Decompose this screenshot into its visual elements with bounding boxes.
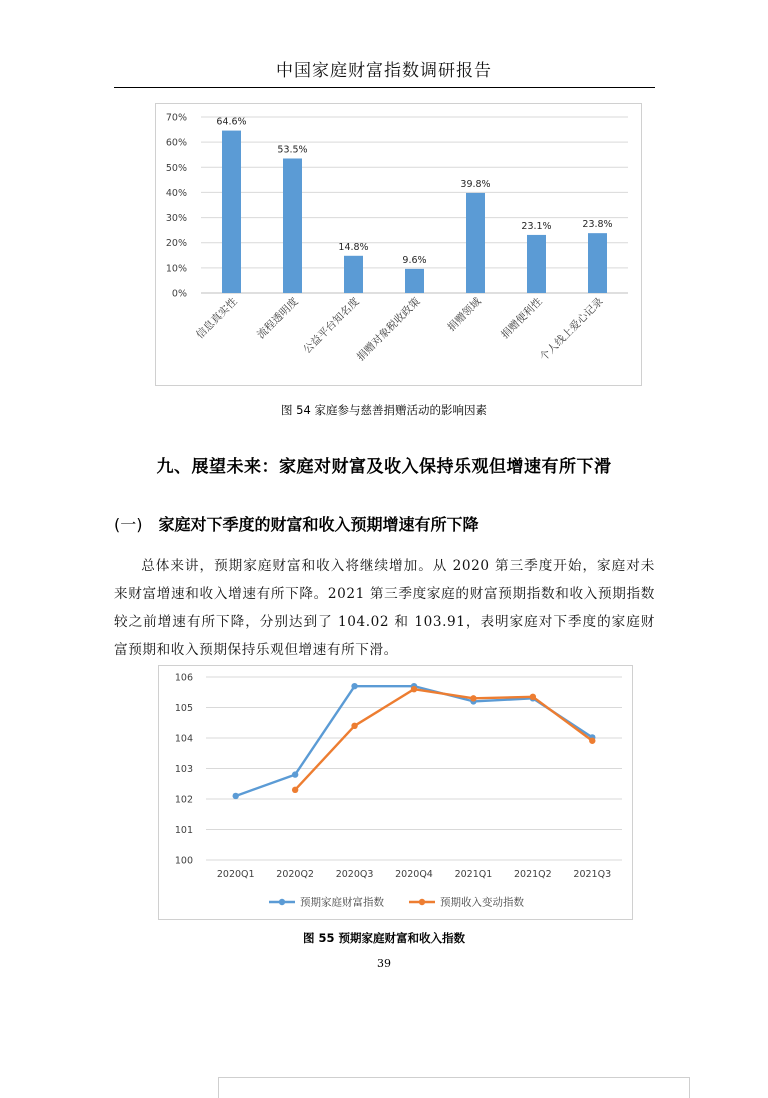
subsection-number: (一) xyxy=(114,515,143,534)
data-point xyxy=(292,771,298,777)
y-tick-label: 106 xyxy=(174,672,193,684)
x-tick-label: 2020Q3 xyxy=(335,869,374,880)
data-point xyxy=(470,695,476,701)
line-chart-svg xyxy=(159,666,632,919)
y-tick-label: 105 xyxy=(174,703,193,714)
data-point xyxy=(411,686,417,692)
category-label: 捐赠对象税收政策 xyxy=(354,295,423,364)
bar xyxy=(466,193,485,293)
y-tick-label: 101 xyxy=(174,825,193,836)
y-tick-label: 103 xyxy=(174,764,193,775)
bar xyxy=(344,256,363,293)
x-tick-label: 2020Q4 xyxy=(395,869,433,880)
data-point xyxy=(589,738,595,744)
body-paragraph: 总体来讲，预期家庭财富和收入将继续增加。从 2020 第三季度开始，家庭对未来财富增速和收入增速有所下降。2021 第三季度家庭的财富预期指数和收入预期指数较之前增速有所下降，分别达到了 104.02 和 103.91，表明家庭对下季度的家庭财富预期和收入预期保持乐观但增速有所下滑。 xyxy=(114,558,655,658)
figure-54-caption: 图 54 家庭参与慈善捐赠活动的影响因素 xyxy=(281,403,487,417)
subsection-heading xyxy=(114,512,654,535)
category-label: 捐赠领域 xyxy=(445,295,484,334)
next-page-edge xyxy=(218,1077,690,1098)
y-tick-label: 60% xyxy=(165,137,187,149)
x-tick-label: 2021Q2 xyxy=(514,869,552,880)
data-label: 14.8% xyxy=(338,241,369,253)
data-point xyxy=(351,683,357,689)
x-tick-label: 2021Q3 xyxy=(573,869,612,880)
section-heading: 九、展望未来：家庭对财富及收入保持乐观但增速有所下滑 xyxy=(156,457,612,477)
x-tick-label: 2021Q1 xyxy=(454,869,493,880)
data-label: 53.5% xyxy=(277,144,308,156)
data-label: 23.8% xyxy=(582,219,613,231)
data-point xyxy=(233,793,239,799)
running-head: 中国家庭财富指数调研报告 xyxy=(276,61,492,81)
data-point xyxy=(530,694,536,700)
figure-54-chart xyxy=(155,103,642,386)
figure-55-caption: 图 55 预期家庭财富和收入指数 xyxy=(302,931,465,945)
subsection-title: 家庭对下季度的财富和收入预期增速有所下降 xyxy=(158,515,479,534)
data-label: 39.8% xyxy=(460,178,491,190)
category-label: 捐赠便利性 xyxy=(499,295,545,342)
bar xyxy=(405,269,424,293)
data-point xyxy=(351,723,357,729)
bar xyxy=(222,131,241,293)
legend-entry: 预期收入变动指数 xyxy=(440,896,524,909)
y-tick-label: 70% xyxy=(165,112,187,124)
category-label: 公益平台知名度 xyxy=(301,295,362,357)
bar xyxy=(588,233,607,293)
page-number: 39 xyxy=(377,957,391,970)
data-label: 9.6% xyxy=(402,254,427,266)
series-line xyxy=(295,689,592,790)
y-tick-label: 20% xyxy=(165,238,187,250)
bar xyxy=(527,235,546,293)
header-rule xyxy=(114,87,655,88)
bar xyxy=(283,158,302,293)
data-label: 23.1% xyxy=(521,220,552,232)
data-label: 64.6% xyxy=(216,116,247,128)
y-tick-label: 0% xyxy=(171,288,187,300)
category-label: 个人线上爱心记录 xyxy=(537,295,606,364)
legend-entry: 预期家庭财富指数 xyxy=(300,896,384,909)
y-tick-label: 104 xyxy=(174,733,193,745)
legend-swatch-marker xyxy=(279,899,285,905)
y-tick-label: 100 xyxy=(174,855,193,867)
y-tick-label: 40% xyxy=(165,187,187,199)
y-tick-label: 50% xyxy=(165,162,187,174)
category-label: 流程透明度 xyxy=(255,295,301,342)
x-tick-label: 2020Q2 xyxy=(276,869,314,880)
x-tick-label: 2020Q1 xyxy=(216,869,255,880)
y-tick-label: 102 xyxy=(174,794,193,806)
data-point xyxy=(292,787,298,793)
category-label: 信息真实性 xyxy=(194,295,240,342)
figure-55-chart xyxy=(158,665,633,920)
legend-swatch-marker xyxy=(419,899,425,905)
bar-chart-svg xyxy=(156,104,641,385)
y-tick-label: 30% xyxy=(165,213,187,225)
y-tick-label: 10% xyxy=(165,263,187,275)
